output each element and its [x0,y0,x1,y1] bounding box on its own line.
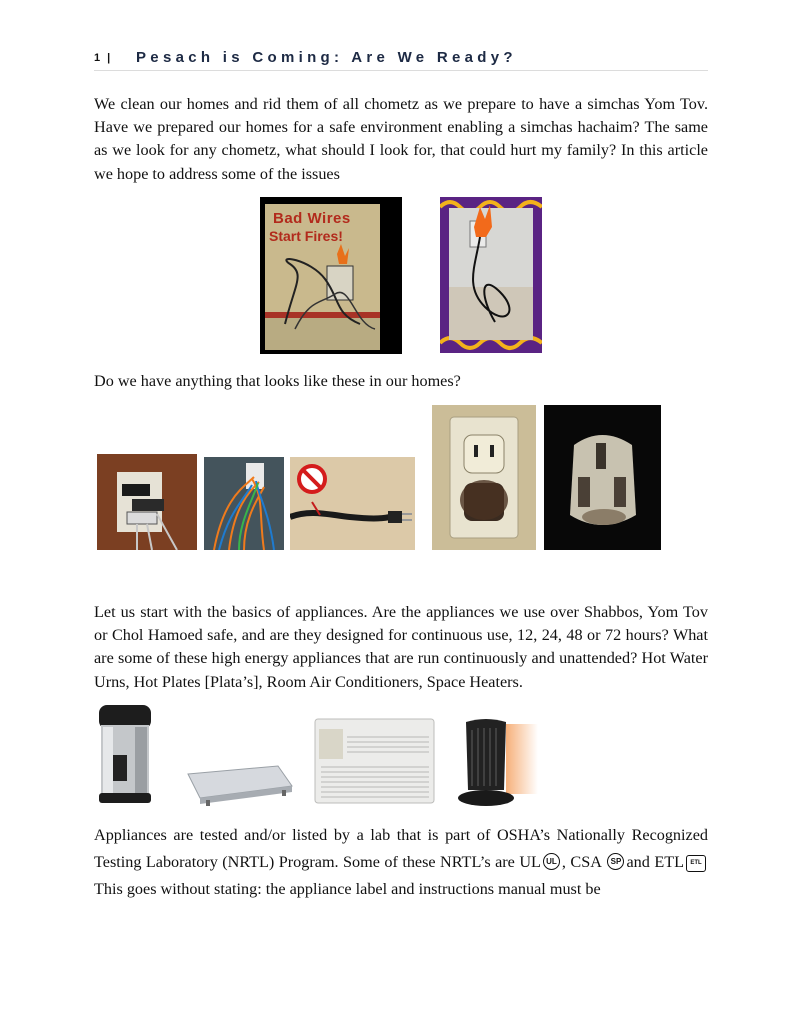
burnt-outlet-photo [432,405,536,550]
overloaded-outlet-photo [97,454,197,550]
page-number: 1 | [94,52,113,64]
room-air-conditioner-photo [313,717,436,805]
etl-logo-icon: ETL [686,855,706,872]
burnt-outlet-illustration [432,405,536,550]
hot-plate-photo [178,764,294,808]
tangled-wires-photo [204,457,284,550]
csa-logo-icon: SP [607,853,624,870]
question-text: Do we have anything that looks like these in our homes? [94,372,461,390]
melted-plug-illustration [544,405,661,550]
bad-wires-poster [260,197,402,354]
ul-logo-icon: UL [543,853,560,870]
page-header [94,48,708,71]
space-heater-photo [456,716,538,808]
overloaded-outlet-illustration [97,454,197,550]
testing-paragraph [94,822,708,903]
article-title: Pesach is Coming: Are We Ready? [136,49,517,66]
burning-outlet-illustration [440,197,542,353]
appliances-paragraph: Let us start with the basics of appliances. Are the appliances we use over Shabbos, Yom Tov or Chol Hamoed safe, and are they designed for continuous use, 12, 24, 48 or 72 hours? What are some of these high energy appliances that are run continuously and unattended? Hot Water Urns, Hot Plates [Plata’s], Room Air Conditioners, Space Heaters. [94,603,708,691]
poster-line2: Start Fires! [269,228,343,244]
hot-water-urn-photo [93,705,157,805]
space-heater-illustration [456,716,538,808]
melted-plug-photo [544,405,661,550]
csa-text: , CSA [561,853,606,871]
damaged-cord-illustration [290,457,415,550]
burning-outlet-photo [440,197,542,353]
air-conditioner-illustration [313,717,436,805]
hot-water-urn-illustration [93,705,157,805]
poster-wires-illustration [265,204,380,350]
damaged-cord-photo [290,457,415,550]
ul-text: UL [519,853,541,871]
tangled-wires-illustration [204,457,284,550]
testing-text-part1: Appliances are tested and/or listed by a lab that is part of OSHA’s Nationally Recognized Testing Laboratory (NRTL) Program. Some of these NRTL’s are [94,826,708,871]
testing-text-part2: This goes without stating: the appliance label and instructions manual must be [94,880,601,898]
poster-line1: Bad Wires [273,210,351,227]
hot-plate-illustration [178,764,294,808]
intro-paragraph: We clean our homes and rid them of all chometz as we prepare to have a simchas Yom Tov. Have we prepared our homes for a safe environment enabling a simchas hachaim? The same as we look for any chometz, what should I look for, that could hurt my family? In this article we hope to address some of the issues [94,95,708,183]
and-etl-text: and ETL [626,853,684,871]
